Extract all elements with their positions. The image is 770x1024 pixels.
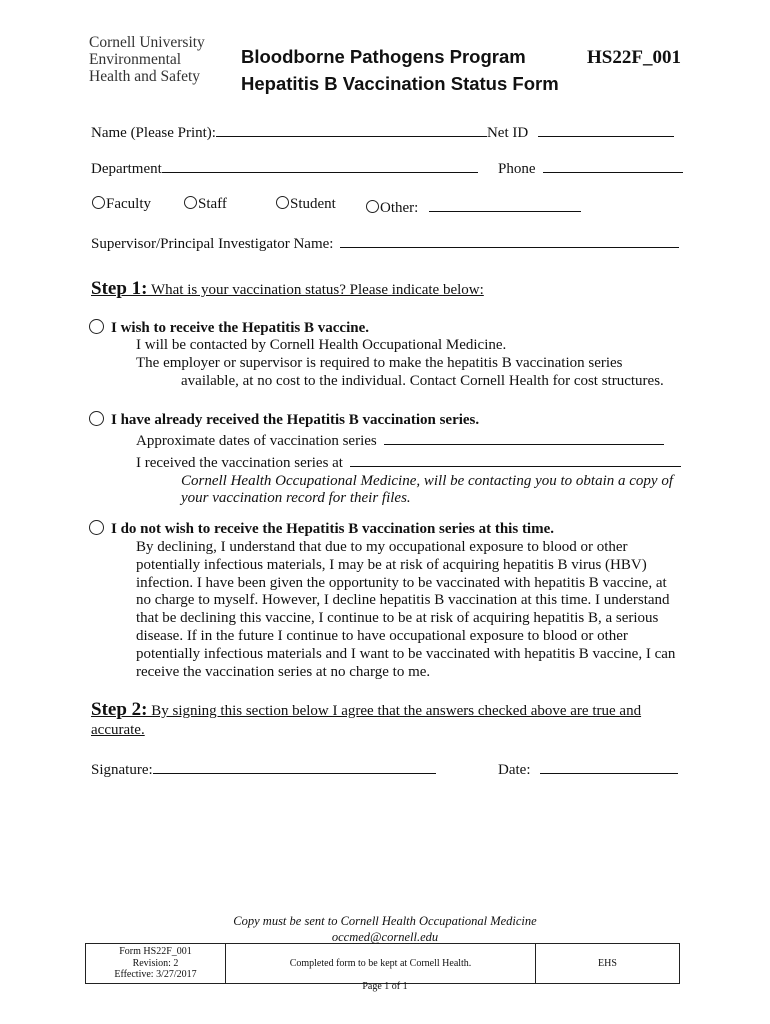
other-field[interactable] [429, 196, 581, 212]
option2-title: I have already received the Hepatitis B vaccination series. [111, 412, 480, 428]
vaccination-dates-field[interactable] [384, 429, 664, 445]
footer-effective-line: Effective: 3/27/2017 [114, 969, 197, 980]
footer-form-line: Form HS22F_001 [119, 946, 192, 957]
option1-line1: I will be contacted by Cornell Health Occupational Medicine. [136, 337, 507, 353]
vaccination-location-field[interactable] [350, 451, 681, 467]
name-field[interactable] [216, 121, 487, 137]
option3-line: infection. I have been given the opportunity to be vaccinated with hepatitis B vaccine, at [136, 574, 667, 591]
page-number: Page 1 of 1 [362, 981, 408, 992]
other-label: Other: [380, 200, 419, 216]
department-row [91, 157, 478, 178]
step2-text-line2: accurate. [91, 722, 145, 738]
option3-line: disease. If in the future I continue to have occupational exposure to blood or other [136, 627, 628, 644]
date-field[interactable] [540, 758, 678, 774]
option1-title-row[interactable] [89, 319, 369, 338]
footer-table-row [86, 944, 680, 984]
option3-line: that be declining this vaccine, I continue to be at risk of acquiring hepatitis B, a serious [136, 610, 659, 627]
role-student[interactable] [276, 196, 336, 213]
footer-right-cell: EHS [536, 944, 680, 984]
copy-email: occmed@cornell.edu [331, 930, 439, 944]
option2-title-row[interactable] [89, 411, 479, 430]
supervisor-label: Supervisor/Principal Investigator Name: [91, 236, 334, 252]
department-field[interactable] [162, 157, 478, 173]
step2-text-line1: By signing this section below I agree that the answers checked above are true and [147, 703, 642, 719]
role-staff[interactable] [184, 196, 227, 213]
signature-label: Signature: [91, 762, 153, 778]
vaccination-dates-row [136, 429, 681, 451]
option1-line2: The employer or supervisor is required to make the hepatitis B vaccination series [136, 354, 623, 371]
step2-heading [91, 700, 641, 740]
option3-radio-icon[interactable] [89, 520, 104, 535]
footer-form-info [86, 944, 226, 984]
signature-row [91, 758, 436, 779]
netid-label: Net ID [486, 125, 529, 141]
footer-revision-line: Revision: 2 [132, 957, 179, 969]
option2-radio-icon[interactable] [89, 411, 104, 426]
option2-note-line2: your vaccination record for their files. [181, 490, 411, 507]
title-line-2: Hepatitis B Vaccination Status Form [241, 73, 559, 94]
date-row [498, 758, 678, 779]
option2-body [136, 429, 681, 508]
vaccination-dates-label: Approximate dates of vaccination series [136, 433, 377, 449]
phone-field[interactable] [543, 157, 683, 173]
option3-line: no charge to myself. However, I decline hepatitis B vaccination at this time. I understand [136, 592, 670, 609]
staff-label: Staff [198, 196, 227, 212]
option3-title-row[interactable] [89, 520, 554, 539]
step1-prompt: What is your vaccination status? Please indicate below: [147, 282, 484, 298]
option1-body [136, 337, 664, 390]
org-line-2: Environmental [89, 51, 182, 68]
vaccination-location-row [136, 451, 681, 473]
department-label: Department [91, 161, 162, 177]
supervisor-field[interactable] [340, 232, 679, 248]
option3-line: potentially infectious materials and I want to be vaccinated with hepatitis B vaccine, I can [136, 645, 676, 662]
org-line-3: Health and Safety [89, 68, 201, 85]
copy-line1: Copy must be sent to Cornell Health Occupational Medicine [233, 914, 537, 928]
option3-line: potentially infectious materials, I may be at risk of acquiring hepatitis B virus (HBV) [136, 556, 647, 573]
phone-row [498, 157, 683, 178]
name-row [91, 121, 674, 142]
role-other[interactable] [366, 196, 581, 217]
step2-label: Step 2: [91, 699, 148, 720]
form-code: HS22F_001 [587, 47, 681, 68]
option3-title: I do not wish to receive the Hepatitis B vaccination series at this time. [111, 521, 555, 537]
name-label: Name (Please Print): [91, 125, 216, 141]
organization-logo-text [89, 34, 205, 85]
netid-field[interactable] [538, 121, 674, 137]
phone-label: Phone [498, 161, 536, 177]
option3-line: By declining, I understand that due to my occupational exposure to blood or other [136, 539, 628, 555]
title-line-1: Bloodborne Pathogens Program [241, 46, 526, 67]
faculty-radio-icon[interactable] [92, 196, 105, 209]
option2-note-line1: Cornell Health Occupational Medicine, will be contacting you to obtain a copy of [181, 472, 673, 489]
role-faculty[interactable] [92, 196, 151, 213]
footer-table [85, 943, 680, 984]
step1-label: Step 1: [91, 278, 148, 299]
option1-radio-icon[interactable] [89, 319, 104, 334]
faculty-label: Faculty [106, 196, 151, 212]
copy-instructions [0, 913, 770, 945]
vaccination-location-label: I received the vaccination series at [136, 454, 343, 471]
student-radio-icon[interactable] [276, 196, 289, 209]
student-label: Student [290, 196, 336, 212]
supervisor-row [91, 232, 679, 253]
option3-line: receive the vaccination series at no charge to me. [136, 663, 431, 680]
date-label: Date: [498, 762, 531, 778]
signature-field[interactable] [153, 758, 436, 774]
form-title [241, 43, 559, 97]
other-radio-icon[interactable] [366, 200, 379, 213]
option3-body [136, 539, 675, 681]
option1-title: I wish to receive the Hepatitis B vaccine. [111, 320, 370, 336]
org-line-1: Cornell University [89, 34, 205, 51]
option1-line3: available, at no cost to the individual. Contact Cornell Health for cost structures. [181, 372, 664, 389]
footer-middle-cell: Completed form to be kept at Cornell Health. [226, 944, 536, 984]
step1-heading [91, 278, 484, 300]
staff-radio-icon[interactable] [184, 196, 197, 209]
